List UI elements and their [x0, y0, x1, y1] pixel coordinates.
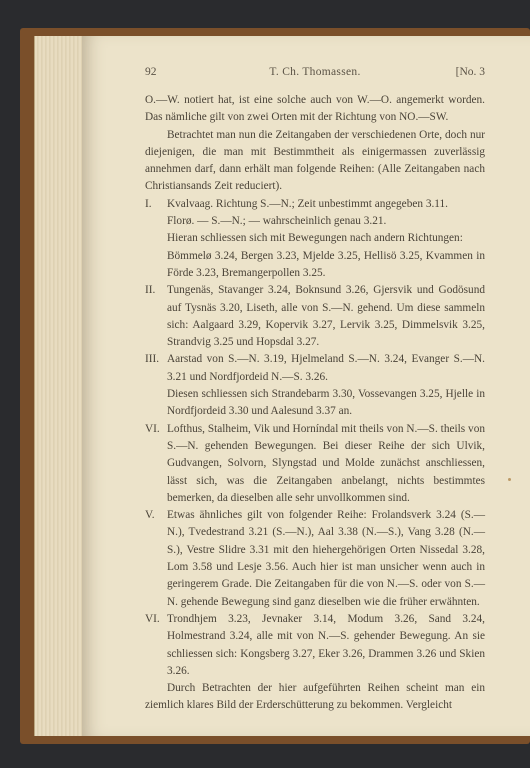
- running-title: T. Ch. Thomassen.: [269, 66, 361, 78]
- series-entry-2: [145, 282, 485, 351]
- series-entry-3: [145, 351, 485, 420]
- series-body: [167, 282, 485, 351]
- page-edges: [34, 36, 85, 736]
- series-entry-6: [145, 611, 485, 680]
- series-line: Aarstad von S.—N. 3.19, Hjelmeland S.—N. 3.24, Evanger S.—N. 3.21 und Nordfjordeid N.—S. 3.26.: [167, 353, 485, 383]
- series-body: [167, 196, 485, 282]
- series-line: Diesen schliessen sich Strandebarm 3.30, Vossevangen 3.25, Hjelle in Nordfjordeid 3.30 und Aalesund 3.37 an.: [167, 388, 485, 418]
- series-number: II.: [145, 284, 156, 297]
- issue-reference: [No. 3: [455, 66, 485, 78]
- series-number: V.: [145, 509, 155, 522]
- series-line: Lofthus, Stalheim, Vik und Horníndal mit theils von N.—S. theils von S.—N. gehenden Bewegungen. Bei dieser Reihe der sich Ulvik, Gudvangen, Solvorn, Slyngstad und Molde zunächst anschliessen, lässt sich, was die Zeitangaben anbelangt, nichts bestimmtes bemerken, da dieselben alle sehr unvollkommen sind.: [167, 422, 485, 504]
- series-body: [167, 611, 485, 680]
- series-line: Trondhjem 3.23, Jevnaker 3.14, Modum 3.26, Sand 3.24, Holmestrand 3.24, alle mit von N.—S. gehender Bewegung. An sie schliessen sich: Kongsberg 3.27, Eker 3.26, Drammen 3.26 und Skien 3.26.: [167, 612, 485, 677]
- series-entry-1: [145, 196, 485, 282]
- series-line: Kvalvaag. Richtung S.—N.; Zeit unbestimmt angegeben 3.11.: [167, 197, 449, 210]
- series-line: Tungenäs, Stavanger 3.24, Boknsund 3.26, Gjersvik und Godösund auf Tysnäs 3.20, Liseth, alle von S.—N. gehend. Um diese sammeln sich: Aalgaard 3.29, Kopervik 3.27, Lervik 3.25, Dimmelsvik 3.25, Strandvig 3.25 und Hopsdal 3.27.: [167, 284, 485, 349]
- series-number: VI.: [145, 612, 160, 625]
- page-number: 92: [145, 66, 157, 78]
- series-line: Etwas ähnliches gilt von folgender Reihe: Frolandsverk 3.24 (S.—N.), Tvedestrand 3.21 (S.—N.), Aal 3.38 (N.—S.), Vang 3.28 (N.—S.), Vestre Slidre 3.31 mit den hiehergehörigen Orten Nissedal 3.28, Lom 3.58 und Lesje 3.56. Auch hier ist man unsicher wenn auch in geringerem Grade. Die Zeitangaben für die von N.—S. oder von S.—N. gehende Bewegung sind ganz dieselben wie die früher erwähnten.: [167, 509, 485, 608]
- series-entry-5: [145, 507, 485, 611]
- series-line: Hieran schliessen sich mit Bewegungen nach andern Richtungen:: [167, 232, 463, 245]
- series-line: Florø. — S.—N.; — wahrscheinlich genau 3.21.: [167, 215, 387, 228]
- series-line: Bömmelø 3.24, Bergen 3.23, Mjelde 3.25, Hellisö 3.25, Kvammen in Förde 3.23, Bremangerpollen 3.25.: [167, 249, 485, 279]
- series-number: VI.: [145, 422, 160, 435]
- body-text: [145, 92, 485, 715]
- paper-spot: [508, 478, 511, 481]
- intro-paragraph: O.—W. notiert hat, ist eine solche auch von W.—O. angemerkt worden. Das nämliche gilt von zwei Orten mit der Richtung von NO.—SW.: [145, 94, 485, 124]
- series-body: [167, 421, 485, 507]
- series-number: I.: [145, 197, 152, 210]
- series-number: III.: [145, 353, 160, 366]
- closing-paragraph: Durch Betrachten der hier aufgeführten Reihen scheint man ein ziemlich klares Bild der Erderschütterung zu bekommen. Vergleicht: [145, 682, 485, 712]
- lead-paragraph: Betrachtet man nun die Zeitangaben der verschiedenen Orte, doch nur diejenigen, die man mit Bestimmtheit als einigermassen zuverlässig annehmen darf, dann erhält man folgende Reihen: (Alle Zeitangaben nach Christiansands Zeit reduciert).: [145, 128, 485, 193]
- series-body: [167, 351, 485, 420]
- series-body: [167, 507, 485, 611]
- series-entry-4: [145, 421, 485, 507]
